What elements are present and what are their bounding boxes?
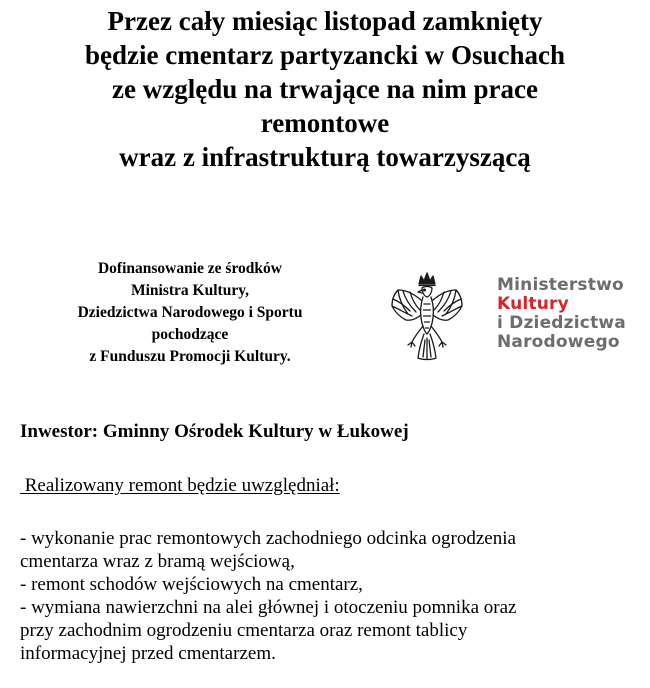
headline-line: wraz z infrastrukturą towarzyszącą — [119, 142, 531, 172]
funding-line: Ministra Kultury, — [131, 282, 249, 299]
scope-line: - remont schodów wejściowych na cmentarz, — [20, 574, 363, 595]
ministry-logo-line: i Dziedzictwa — [497, 313, 626, 333]
scope-list — [20, 527, 516, 665]
ministry-logo-line: Kultury — [497, 294, 569, 314]
investor-line: Inwestor: Gminny Ośrodek Kultury w Łukowej — [20, 421, 409, 442]
headline-line: ze względu na trwające na nim prace — [112, 74, 538, 104]
headline-line: Przez cały miesiąc listopad zamknięty — [107, 6, 543, 36]
funding-line: Dziedzictwa Narodowego i Sportu — [77, 304, 303, 321]
notice-headline — [0, 4, 650, 174]
polish-eagle-icon — [386, 270, 468, 364]
headline-line: będzie cmentarz partyzancki w Osuchach — [85, 40, 565, 70]
scope-line: - wykonanie prac remontowych zachodniego odcinka ogrodzenia — [20, 528, 516, 549]
scope-line: - wymiana nawierzchni na alei głównej i otoczeniu pomnika oraz — [20, 597, 517, 618]
funding-statement — [30, 258, 350, 368]
scope-heading: Realizowany remont będzie uwzględniał: — [20, 475, 340, 496]
headline-line: remontowe — [260, 108, 390, 138]
funding-line: z Funduszu Promocji Kultury. — [89, 348, 291, 365]
scope-line: przy zachodnim ogrodzeniu cmentarza oraz remont tablicy — [20, 620, 468, 641]
funding-line: pochodzące — [151, 326, 229, 343]
ministry-logo — [497, 276, 626, 352]
scope-line: informacyjnej przed cmentarzem. — [20, 643, 276, 664]
ministry-logo-line: Ministerstwo — [497, 275, 624, 295]
ministry-logo-line: Narodowego — [497, 332, 620, 352]
scope-line: cmentarza wraz z bramą wejściową, — [20, 551, 295, 572]
funding-line: Dofinansowanie ze środków — [97, 260, 282, 277]
